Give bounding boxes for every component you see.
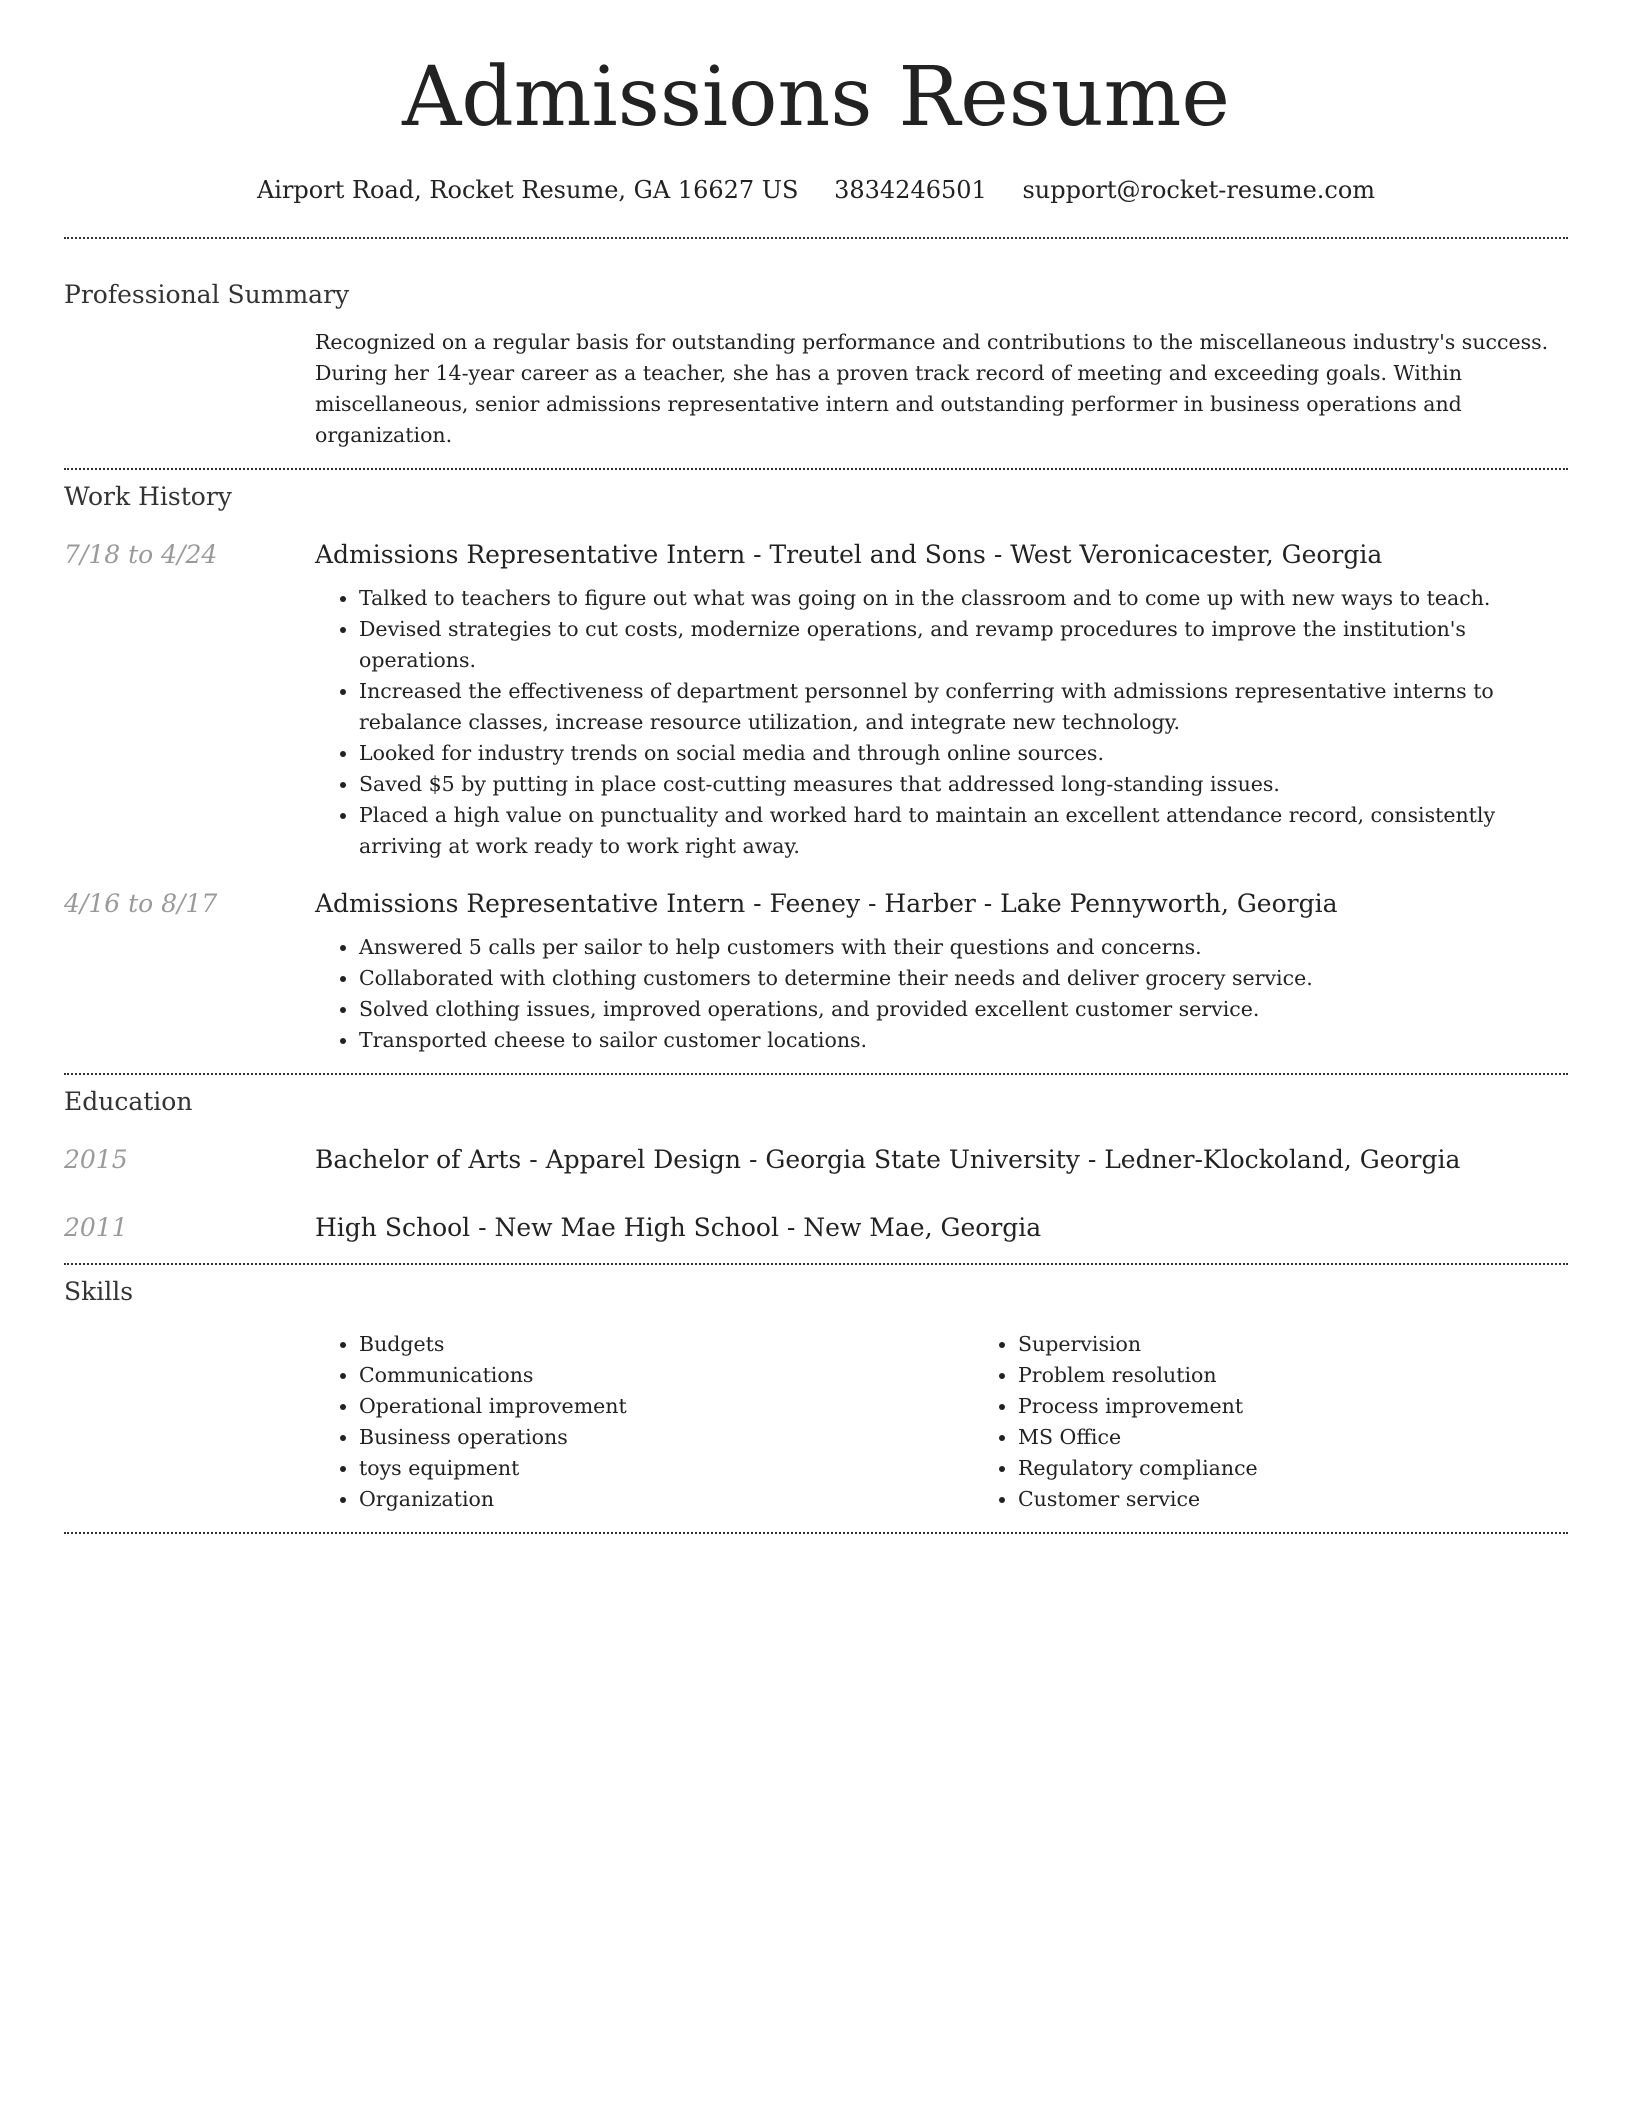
summary-heading: Professional Summary (64, 280, 350, 309)
divider (64, 237, 1568, 239)
list-item: • Talked to teachers to figure out what was going on in the classroom and to come up with new ways to teach. (359, 583, 1568, 614)
work-history-section (64, 480, 1568, 1056)
job-dates: 4/16 to 8/17 (64, 889, 218, 918)
divider (64, 1532, 1568, 1534)
skills-heading: Skills (64, 1277, 134, 1306)
job-bullets (315, 932, 1568, 1056)
education-heading: Education (64, 1087, 193, 1116)
summary-section (64, 278, 1568, 451)
summary-text: Recognized on a regular basis for outstanding performance and contributions to the miscellaneous industry's success. During her 14-year career as a teacher, she has a proven track record of meeting and exceeding goals. Within miscellaneous, senior admissions representative intern and outstanding performer in business operations and organization. (315, 330, 1549, 447)
list-item: • Devised strategies to cut costs, modernize operations, and revamp procedures to improve the institution's operations. (359, 614, 1568, 676)
list-item: • Problem resolution (1018, 1360, 1632, 1391)
resume-page (64, 0, 1568, 1534)
skills-column-right (974, 1329, 1632, 1515)
list-item: • Budgets (359, 1329, 974, 1360)
list-item: • Transported cheese to sailor customer locations. (359, 1025, 1568, 1056)
divider (64, 468, 1568, 470)
contact-email: support@rocket-resume.com (1022, 176, 1376, 204)
divider (64, 1073, 1568, 1075)
list-item: • toys equipment (359, 1453, 974, 1484)
job-dates: 7/18 to 4/24 (64, 540, 218, 569)
list-item: • Regulatory compliance (1018, 1453, 1632, 1484)
resume-title: Admissions Resume (402, 50, 1230, 145)
education-year: 2015 (64, 1145, 128, 1174)
divider (64, 1263, 1568, 1265)
job-entry (64, 887, 1568, 1056)
list-item: • Collaborated with clothing customers to determine their needs and deliver grocery service. (359, 963, 1568, 994)
contact-address: Airport Road, Rocket Resume, GA 16627 US (256, 176, 799, 204)
job-title: Admissions Representative Intern - Treutel and Sons - West Veronicacester, Georgia (315, 540, 1383, 569)
list-item: • Communications (359, 1360, 974, 1391)
education-degree: Bachelor of Arts - Apparel Design - Georgia State University - Ledner-Klockoland, Georgia (315, 1145, 1461, 1174)
list-item: • Solved clothing issues, improved operations, and provided excellent customer service. (359, 994, 1568, 1025)
list-item: • Process improvement (1018, 1391, 1632, 1422)
skills-column-left (315, 1329, 974, 1515)
education-entry (64, 1211, 1568, 1245)
list-item: • Looked for industry trends on social media and through online sources. (359, 738, 1568, 769)
list-item: • Placed a high value on punctuality and worked hard to maintain an excellent attendance record, consistently arriving at work ready to work right away. (359, 800, 1568, 862)
job-title: Admissions Representative Intern - Feeney - Harber - Lake Pennyworth, Georgia (315, 889, 1338, 918)
list-item: • Business operations (359, 1422, 974, 1453)
list-item: • Saved $5 by putting in place cost-cutting measures that addressed long-standing issues. (359, 769, 1568, 800)
work-history-heading: Work History (64, 482, 232, 511)
list-item: • Customer service (1018, 1484, 1632, 1515)
education-degree: High School - New Mae High School - New Mae, Georgia (315, 1213, 1042, 1242)
contact-line (64, 174, 1568, 206)
skills-section (64, 1275, 1568, 1515)
list-item: • MS Office (1018, 1422, 1632, 1453)
list-item: • Answered 5 calls per sailor to help customers with their questions and concerns. (359, 932, 1568, 963)
list-item: • Organization (359, 1484, 974, 1515)
list-item: • Operational improvement (359, 1391, 974, 1422)
education-section (64, 1085, 1568, 1245)
list-item: • Supervision (1018, 1329, 1632, 1360)
job-entry (64, 538, 1568, 862)
skills-list (315, 1329, 1568, 1515)
resume-header (64, 0, 1568, 206)
contact-phone: 3834246501 (834, 176, 987, 204)
list-item: • Increased the effectiveness of department personnel by conferring with admissions representative interns to rebalance classes, increase resource utilization, and integrate new technology. (359, 676, 1568, 738)
job-bullets (315, 583, 1568, 862)
education-entry (64, 1143, 1568, 1177)
education-year: 2011 (64, 1213, 128, 1242)
